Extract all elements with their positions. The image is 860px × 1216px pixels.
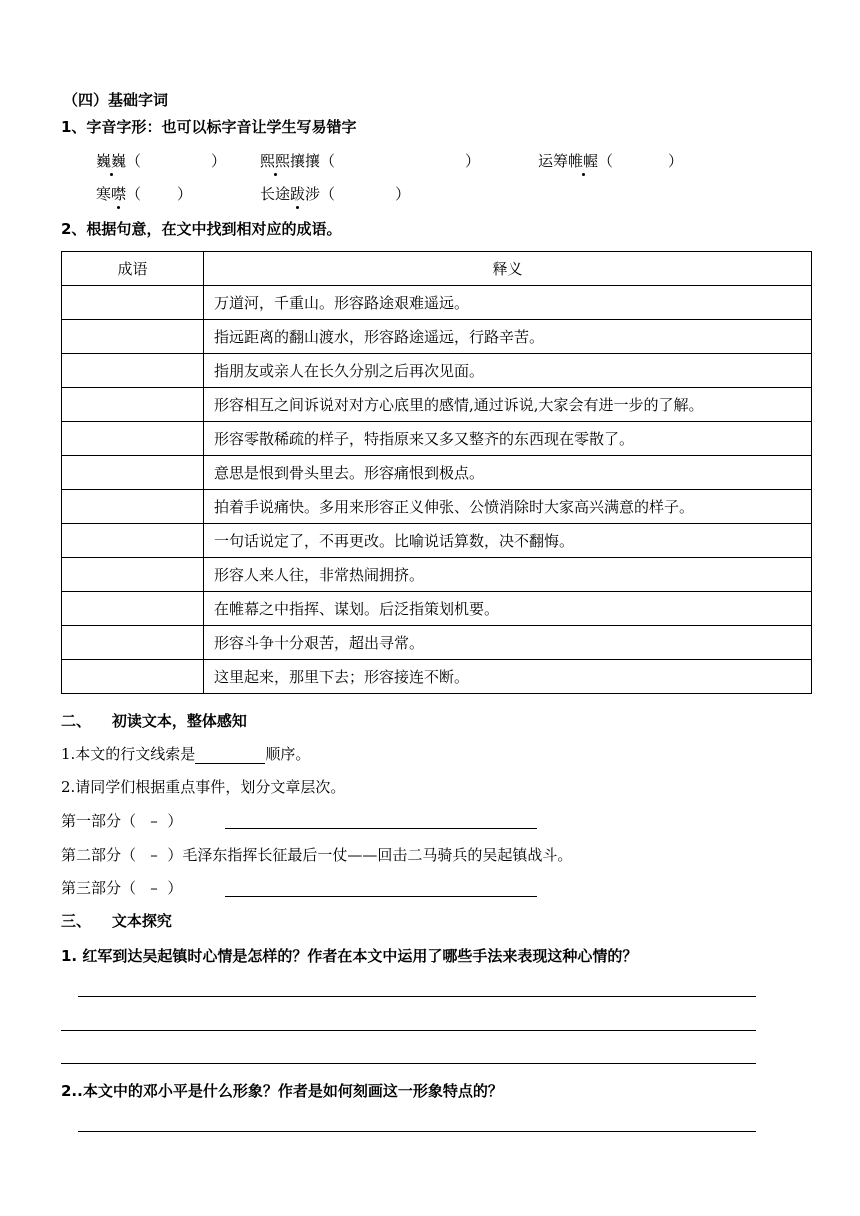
answer-line[interactable] — [61, 1030, 756, 1031]
idiom-answer-cell[interactable] — [62, 422, 204, 456]
paren-open: （ — [126, 185, 142, 203]
table-row — [62, 660, 812, 694]
section-title: 三、 文本探究 — [61, 912, 172, 930]
section-title: 二、 初读文本，整体感知 — [61, 712, 247, 730]
idiom-table — [61, 251, 812, 694]
part-1-label: 第一部分（ – ） — [61, 812, 183, 830]
answer-line[interactable] — [61, 1063, 756, 1064]
paren-open: 攘攘（ — [290, 152, 336, 170]
word-item — [96, 184, 192, 204]
dotted-word: 巍巍 — [96, 152, 127, 170]
table-row — [62, 626, 812, 660]
word-prefix: 运筹 — [538, 152, 569, 170]
definition-cell: 万道河，千重山。形容路途艰难遥远。 — [204, 286, 812, 320]
question-clue — [61, 744, 310, 764]
paren-close: ） — [211, 152, 227, 170]
word-suffix: 涉 — [305, 185, 321, 203]
idiom-answer-cell[interactable] — [62, 286, 204, 320]
table-row — [62, 286, 812, 320]
table-header-row — [62, 252, 812, 286]
table-row — [62, 320, 812, 354]
definition-cell: 形容相互之间诉说对对方心底里的感情,通过诉说,大家会有进一步的了解。 — [204, 388, 812, 422]
question-text: 1. 红军到达吴起镇时心情是怎样的？作者在本文中运用了哪些手法来表现这种心情的？ — [61, 947, 638, 965]
paren-close: ） — [177, 185, 193, 203]
table-row — [62, 354, 812, 388]
dotted-word: 帷幄 — [568, 152, 599, 170]
header-idiom: 成语 — [62, 252, 204, 286]
table-row — [62, 558, 812, 592]
word-prefix: 寒 — [96, 185, 112, 203]
definition-cell: 指远距离的翻山渡水，形容路途遥远，行路辛苦。 — [204, 320, 812, 354]
header-definition: 释义 — [204, 252, 812, 286]
answer-line[interactable] — [78, 996, 756, 997]
idiom-answer-cell[interactable] — [62, 490, 204, 524]
question-text: 1.本文的行文线索是 — [61, 745, 196, 763]
table-row — [62, 422, 812, 456]
answer-line[interactable] — [78, 1131, 756, 1132]
word-item — [260, 151, 480, 171]
answer-blank[interactable] — [195, 745, 265, 764]
definition-cell: 拍着手说痛快。多用来形容正义伸张、公愤消除时大家高兴满意的样子。 — [204, 490, 812, 524]
table-row — [62, 524, 812, 558]
idiom-answer-cell[interactable] — [62, 558, 204, 592]
idiom-answer-cell[interactable] — [62, 354, 204, 388]
paren-open: （ — [320, 185, 336, 203]
definition-cell: 指朋友或亲人在长久分别之后再次见面。 — [204, 354, 812, 388]
part-2-label: 第二部分（ – ）毛泽东指挥长征最后一仗——回击二马骑兵的吴起镇战斗。 — [61, 846, 573, 864]
idiom-answer-cell[interactable] — [62, 388, 204, 422]
table-row — [62, 388, 812, 422]
paren-open: （ — [126, 152, 142, 170]
idiom-answer-cell[interactable] — [62, 626, 204, 660]
question-text: 2..本文中的邓小平是什么形象？作者是如何刻画这一形象特点的？ — [61, 1082, 503, 1100]
idiom-answer-cell[interactable] — [62, 456, 204, 490]
paren-close: ） — [668, 152, 684, 170]
definition-cell: 一句话说定了，不再更改。比喻说话算数，决不翻悔。 — [204, 524, 812, 558]
idiom-answer-cell[interactable] — [62, 524, 204, 558]
answer-line[interactable] — [225, 896, 537, 897]
table-row — [62, 592, 812, 626]
dotted-word: 跋 — [290, 185, 306, 203]
question-text: 顺序。 — [265, 745, 311, 763]
idiom-answer-cell[interactable] — [62, 660, 204, 694]
definition-cell: 形容斗争十分艰苦，超出寻常。 — [204, 626, 812, 660]
part-3-label: 第三部分（ – ） — [61, 879, 183, 897]
idiom-answer-cell[interactable] — [62, 320, 204, 354]
definition-cell: 形容零散稀疏的样子，特指原来又多又整齐的东西现在零散了。 — [204, 422, 812, 456]
question-text: 2.请同学们根据重点事件，划分文章层次。 — [61, 778, 346, 796]
idiom-answer-cell[interactable] — [62, 592, 204, 626]
paren-close: ） — [465, 152, 481, 170]
table-row — [62, 490, 812, 524]
definition-cell: 这里起来，那里下去；形容接连不断。 — [204, 660, 812, 694]
word-item — [538, 151, 683, 171]
definition-cell: 意思是恨到骨头里去。形容痛恨到极点。 — [204, 456, 812, 490]
word-prefix: 长途 — [260, 185, 291, 203]
definition-cell: 在帷幕之中指挥、谋划。后泛指策划机要。 — [204, 592, 812, 626]
table-row — [62, 456, 812, 490]
word-item — [96, 151, 226, 171]
section-title: （四）基础字词 — [63, 91, 169, 109]
word-item — [260, 184, 410, 204]
paren-close: ） — [395, 185, 411, 203]
definition-cell: 形容人来人往，非常热闹拥挤。 — [204, 558, 812, 592]
dotted-word: 噤 — [111, 185, 127, 203]
question-1-title: 1、字音字形：也可以标字音让学生写易错字 — [61, 118, 357, 136]
answer-line[interactable] — [225, 828, 537, 829]
dotted-word: 熙熙 — [260, 152, 291, 170]
question-2-title: 2、根据句意，在文中找到相对应的成语。 — [61, 220, 342, 238]
paren-open: （ — [598, 152, 614, 170]
